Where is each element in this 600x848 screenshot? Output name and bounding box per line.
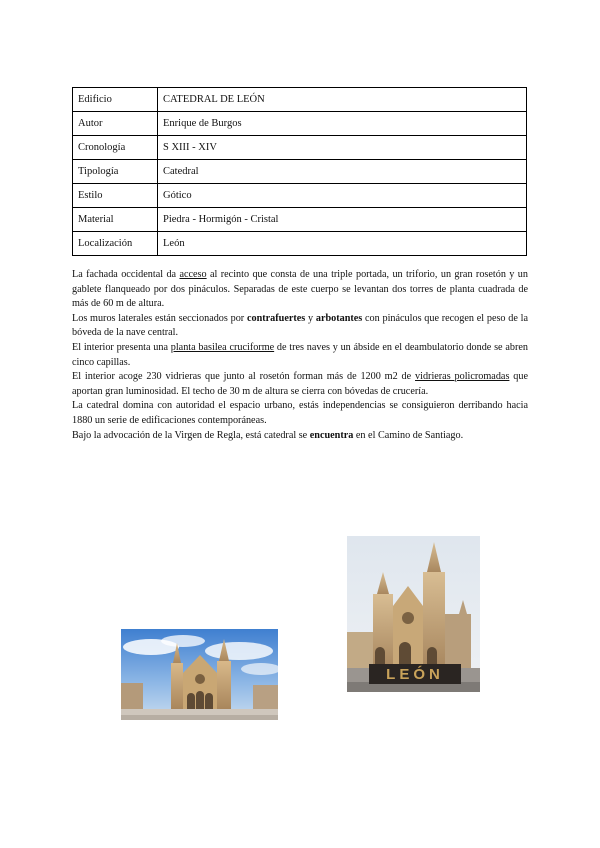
- text-run: que aportan gran luminosidad. El techo de 30 m de altura se cierra con bóvedas de crucería.: [72, 371, 528, 397]
- bold-term: encuentra: [309, 429, 354, 441]
- body-text: [72, 268, 528, 443]
- text-run: La fachada occidental da: [72, 269, 180, 280]
- text-run: Los muros laterales están seccionados por: [72, 312, 247, 324]
- table-row: [73, 88, 527, 112]
- underlined-term: vidrieras policromadas: [415, 371, 510, 383]
- bold-term: contrafuertes: [246, 312, 306, 324]
- row-value: León: [158, 232, 527, 256]
- paragraph-interior: [72, 341, 528, 370]
- table-row: [73, 136, 527, 160]
- table-row: [73, 160, 527, 184]
- paragraph-camino: [72, 429, 528, 444]
- row-label: Material: [73, 208, 158, 232]
- underlined-term: planta basilea cruciforme: [170, 341, 275, 353]
- paragraph-walls: [72, 312, 528, 341]
- text-run: de tres naves y un ábside en el deambulatorio donde se abren cinco capillas.: [72, 341, 528, 368]
- paragraph-urban: [72, 399, 528, 428]
- cathedral-photo-sign: [347, 536, 480, 692]
- row-label: Localización: [73, 232, 158, 256]
- row-value: Catedral: [158, 160, 527, 184]
- row-label: Cronología: [73, 136, 158, 160]
- table-row: [73, 112, 527, 136]
- row-label: Estilo: [73, 184, 158, 208]
- bold-term: arbotantes: [315, 312, 363, 324]
- text-run: al recinto que consta de una triple portada, un triforio, un gran rosetón y un gablete flanqueado por dos pináculos. Separadas de este cuerpo se levantan dos torres de planta cuadrada de más de 60 m de altura.: [72, 269, 528, 310]
- text-run: El interior acoge 230 vidrieras que junto al rosetón forman más de 1200 m2 de: [72, 371, 416, 383]
- row-value: Enrique de Burgos: [158, 112, 527, 136]
- text-run: Bajo la advocación de la Virgen de Regla, está catedral se: [72, 429, 310, 441]
- text-run: El interior presenta una: [72, 341, 171, 353]
- city-sign-text: LEÓN: [386, 666, 444, 683]
- text-run: en el Camino de Santiago.: [353, 429, 464, 441]
- paragraph-facade: [72, 268, 528, 312]
- row-value: S XIII - XIV: [158, 136, 527, 160]
- text-run: y: [305, 312, 316, 324]
- row-value: CATEDRAL DE LEÓN: [158, 88, 527, 112]
- paragraph-windows: [72, 370, 528, 399]
- row-label: Autor: [73, 112, 158, 136]
- text-run: con pináculos que recogen el peso de la bóveda de la nave central.: [72, 312, 529, 339]
- building-info-table: [72, 87, 527, 256]
- table-row: [73, 208, 527, 232]
- row-value: Gótico: [158, 184, 527, 208]
- table-row: [73, 184, 527, 208]
- cathedral-photo-wide: [121, 629, 278, 720]
- underlined-term: acceso: [179, 269, 207, 280]
- row-label: Edificio: [73, 88, 158, 112]
- row-label: Tipología: [73, 160, 158, 184]
- row-value: Piedra - Hormigón - Cristal: [158, 208, 527, 232]
- text-run: La catedral domina con autoridad el espacio urbano, estás independencias se consiguieron derribando hacia 1880 un serie de edificaciones contemporáneas.: [72, 400, 528, 426]
- table-row: [73, 232, 527, 256]
